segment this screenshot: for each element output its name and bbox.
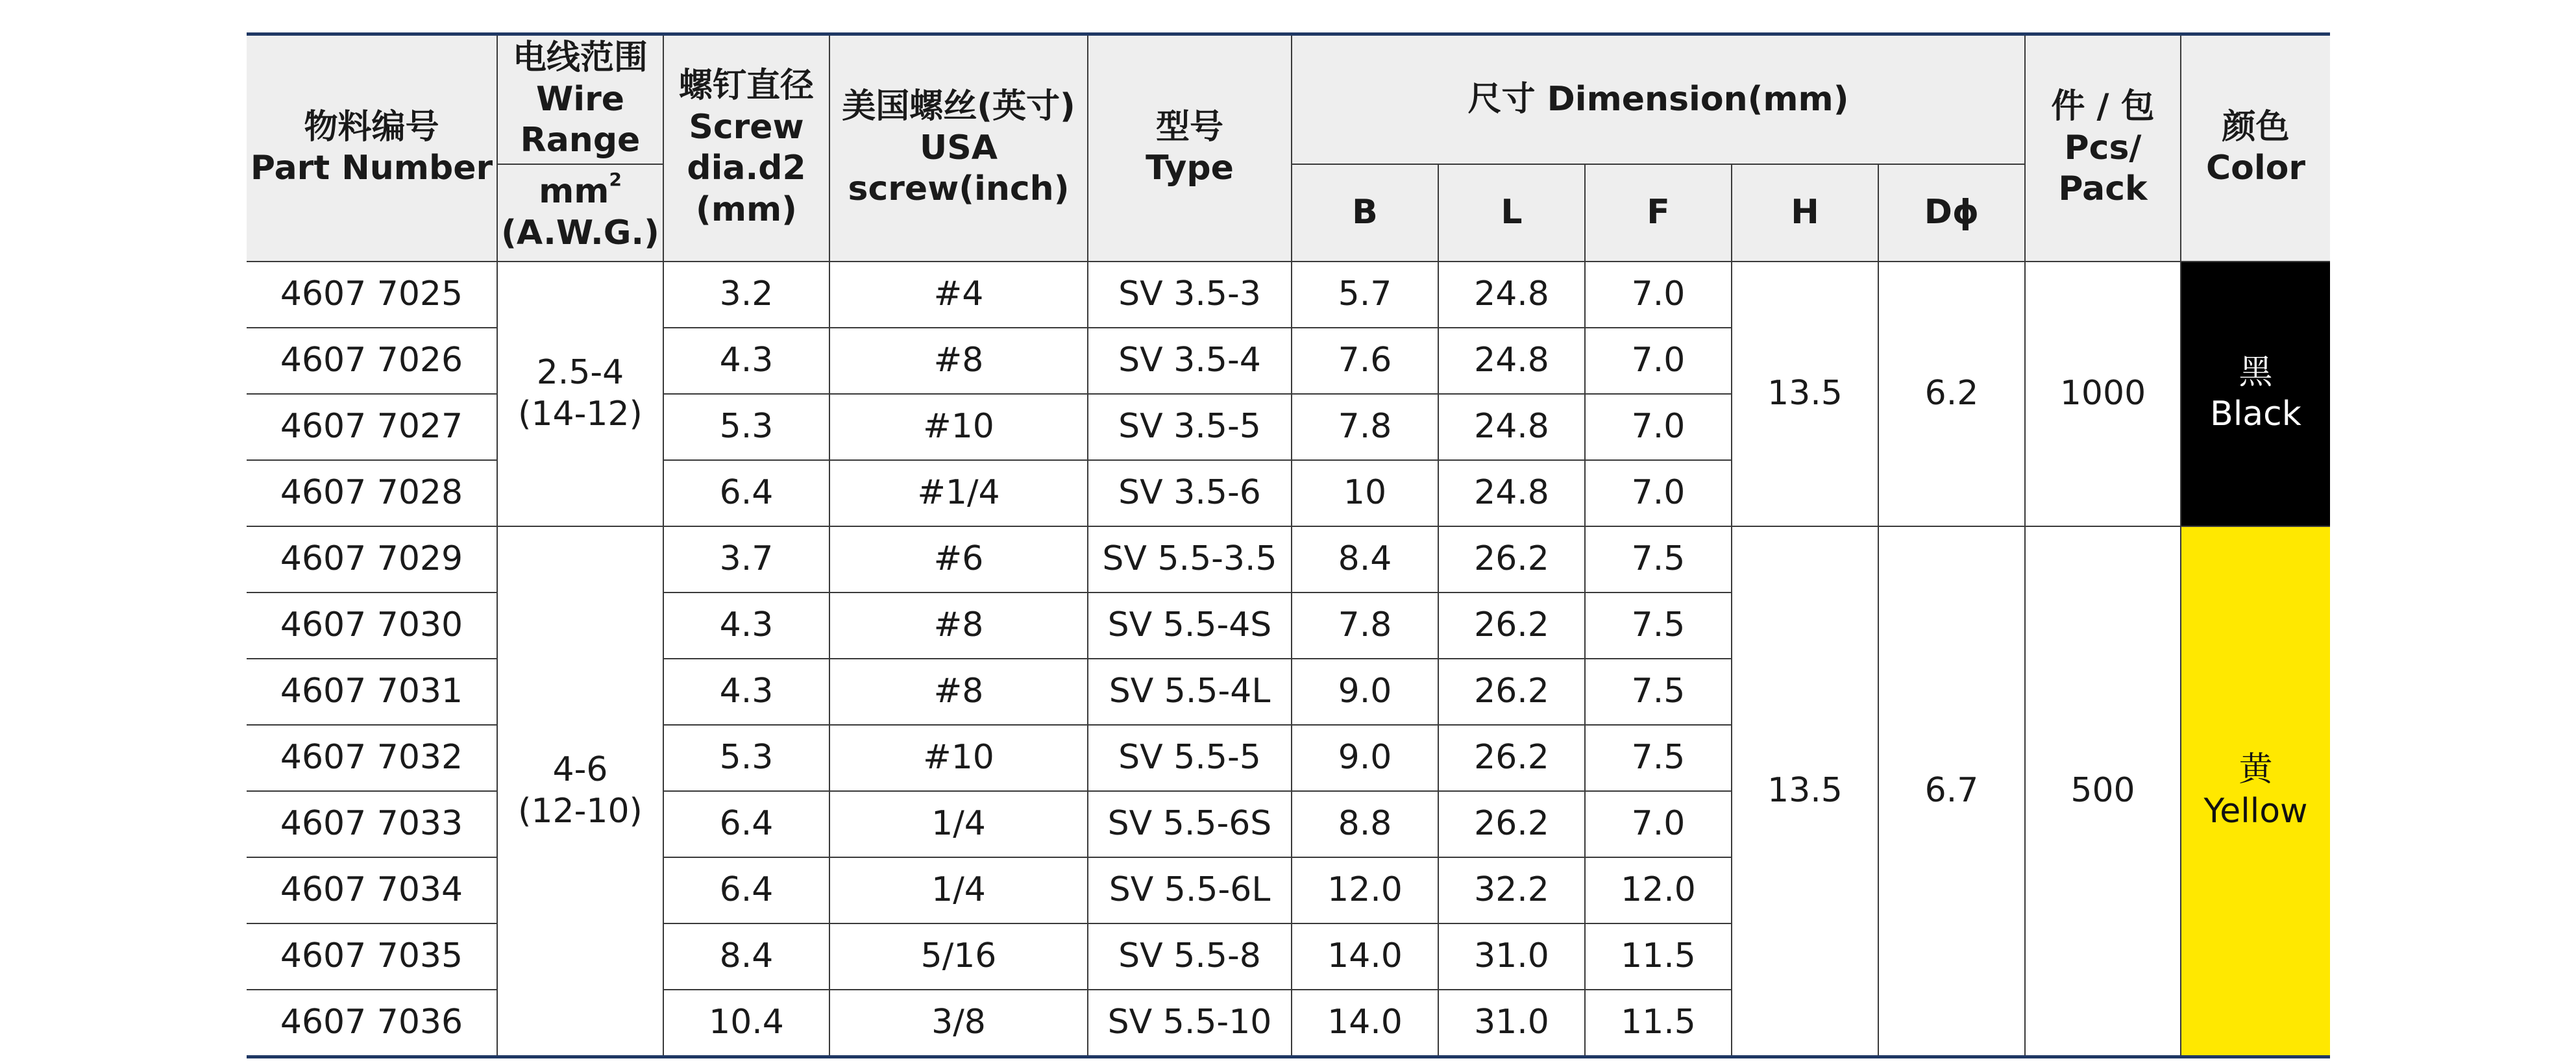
part-number-cell: 4607 7031 [247,659,497,725]
table-row [247,262,2330,328]
dim-f-cell: 7.5 [1585,593,1732,659]
wire-range-header: 电线范围 Wire Range [497,34,663,164]
dim-d-cell: 6.2 [1878,262,2025,526]
dim-f-cell: 12.0 [1585,857,1732,923]
screw-dia-cell: 8.4 [663,923,829,990]
type-cell: SV 5.5-8 [1088,923,1292,990]
usa-screw-cell: 1/4 [829,857,1088,923]
usa-screw-cell: 3/8 [829,990,1088,1057]
usa-screw-cell: #10 [829,394,1088,460]
dim-l-cell: 26.2 [1438,725,1585,791]
type-cell: SV 5.5-3.5 [1088,526,1292,593]
part-number-cell: 4607 7028 [247,460,497,526]
dim-l-cell: 24.8 [1438,328,1585,394]
color-cell: 黄 Yellow [2181,526,2330,1057]
dim-d-header: Dϕ [1878,164,2025,262]
dim-h-cell: 13.5 [1732,526,1878,1057]
usa-screw-cell: #8 [829,659,1088,725]
dim-f-cell: 7.0 [1585,262,1732,328]
dim-l-header: L [1438,164,1585,262]
dim-h-cell: 13.5 [1732,262,1878,526]
dim-b-cell: 14.0 [1292,923,1438,990]
dim-d-cell: 6.7 [1878,526,2025,1057]
dim-b-cell: 12.0 [1292,857,1438,923]
usa-screw-cell: #1/4 [829,460,1088,526]
table-row [247,526,2330,593]
type-header: 型号 Type [1088,34,1292,262]
type-cell: SV 5.5-5 [1088,725,1292,791]
dim-b-cell: 7.8 [1292,593,1438,659]
dim-l-cell: 24.8 [1438,460,1585,526]
type-cell: SV 3.5-5 [1088,394,1292,460]
dim-b-header: B [1292,164,1438,262]
pack-cell: 1000 [2025,262,2181,526]
dim-f-cell: 7.5 [1585,526,1732,593]
usa-screw-cell: #10 [829,725,1088,791]
spec-table [247,32,2330,1058]
dim-b-cell: 5.7 [1292,262,1438,328]
dim-f-cell: 7.0 [1585,394,1732,460]
dim-l-cell: 26.2 [1438,659,1585,725]
dim-f-cell: 7.0 [1585,791,1732,857]
dim-f-cell: 7.5 [1585,659,1732,725]
type-cell: SV 3.5-6 [1088,460,1292,526]
usa-screw-cell: #4 [829,262,1088,328]
type-cell: SV 5.5-10 [1088,990,1292,1057]
dim-b-cell: 8.8 [1292,791,1438,857]
dim-f-header: F [1585,164,1732,262]
dim-l-cell: 24.8 [1438,394,1585,460]
usa-screw-cell: #8 [829,328,1088,394]
part-number-cell: 4607 7036 [247,990,497,1057]
screw-dia-cell: 3.7 [663,526,829,593]
screw-dia-cell: 6.4 [663,857,829,923]
screw-dia-cell: 3.2 [663,262,829,328]
color-cell: 黑 Black [2181,262,2330,526]
type-cell: SV 5.5-4L [1088,659,1292,725]
usa-screw-cell: #6 [829,526,1088,593]
screw-dia-cell: 4.3 [663,593,829,659]
part-number-cell: 4607 7034 [247,857,497,923]
dim-b-cell: 7.8 [1292,394,1438,460]
dim-b-cell: 7.6 [1292,328,1438,394]
wire-range-cell: 2.5-4 (14-12) [497,262,663,526]
dim-l-cell: 24.8 [1438,262,1585,328]
dim-l-cell: 31.0 [1438,990,1585,1057]
part-number-cell: 4607 7026 [247,328,497,394]
dim-h-header: H [1732,164,1878,262]
dim-f-cell: 7.5 [1585,725,1732,791]
color-header: 颜色 Color [2181,34,2330,262]
dim-l-cell: 31.0 [1438,923,1585,990]
part-number-cell: 4607 7025 [247,262,497,328]
screw-dia-cell: 5.3 [663,394,829,460]
part-number-cell: 4607 7032 [247,725,497,791]
dim-l-cell: 32.2 [1438,857,1585,923]
type-cell: SV 5.5-6S [1088,791,1292,857]
pack-cell: 500 [2025,526,2181,1057]
part-number-cell: 4607 7027 [247,394,497,460]
dim-l-cell: 26.2 [1438,791,1585,857]
type-cell: SV 3.5-4 [1088,328,1292,394]
wire-unit-header: $mm^2$ (A.W.G.) [497,164,663,262]
pack-header: 件 / 包 Pcs/ Pack [2025,34,2181,262]
screw-dia-cell: 6.4 [663,460,829,526]
dim-l-cell: 26.2 [1438,526,1585,593]
dim-f-cell: 7.0 [1585,328,1732,394]
type-cell: SV 5.5-6L [1088,857,1292,923]
usa-screw-cell: 1/4 [829,791,1088,857]
screw-dia-cell: 5.3 [663,725,829,791]
usa-screw-cell: #8 [829,593,1088,659]
type-cell: SV 5.5-4S [1088,593,1292,659]
dim-l-cell: 26.2 [1438,593,1585,659]
spec-body [247,262,2330,1057]
dim-b-cell: 8.4 [1292,526,1438,593]
dim-b-cell: 10 [1292,460,1438,526]
type-cell: SV 3.5-3 [1088,262,1292,328]
dim-f-cell: 7.0 [1585,460,1732,526]
wire-range-cell: 4-6 (12-10) [497,526,663,1057]
dim-f-cell: 11.5 [1585,923,1732,990]
part-number-header: 物料编号 Part Number [247,34,497,262]
part-number-cell: 4607 7029 [247,526,497,593]
screw-dia-cell: 4.3 [663,328,829,394]
part-number-cell: 4607 7035 [247,923,497,990]
dim-b-cell: 9.0 [1292,725,1438,791]
screw-dia-cell: 6.4 [663,791,829,857]
dim-b-cell: 14.0 [1292,990,1438,1057]
usa-screw-cell: 5/16 [829,923,1088,990]
dimension-header: 尺寸 Dimension(mm) [1292,34,2025,164]
dim-b-cell: 9.0 [1292,659,1438,725]
usa-screw-header: 美国螺丝(英寸) USA screw(inch) [829,34,1088,262]
part-number-cell: 4607 7033 [247,791,497,857]
screw-dia-header: 螺钉直径 Screw dia.d2 (mm) [663,34,829,262]
dim-f-cell: 11.5 [1585,990,1732,1057]
screw-dia-cell: 10.4 [663,990,829,1057]
part-number-cell: 4607 7030 [247,593,497,659]
screw-dia-cell: 4.3 [663,659,829,725]
